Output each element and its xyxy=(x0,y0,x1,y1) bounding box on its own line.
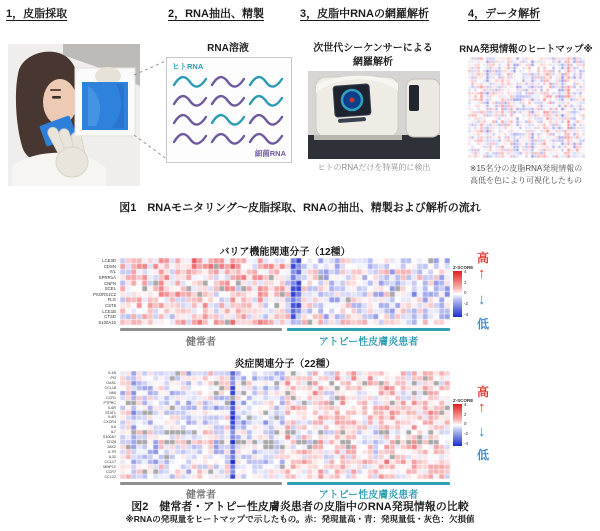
sequencer-right xyxy=(406,79,440,137)
rna-wave-icon xyxy=(172,130,210,149)
gene-row-label: LCE1B xyxy=(102,308,116,314)
zscore-ticks-2: 4 2 0 -2 -4 xyxy=(464,402,469,446)
gene-row-label: IL4R xyxy=(108,415,116,420)
inflammation-heatmap-title: 炎症関連分子（22種） xyxy=(234,359,336,370)
gene-row-label: IVL xyxy=(109,269,116,275)
eye xyxy=(52,96,61,99)
sequencer-main xyxy=(314,76,402,140)
gene-row-label: PTPRC xyxy=(103,400,116,405)
rna-wave-icon xyxy=(210,73,248,92)
gene-row-label: IL32 xyxy=(108,454,116,459)
high-label-2: 高 xyxy=(477,385,490,399)
ad-group-bar xyxy=(287,328,450,331)
mini-heatmap-canvas xyxy=(468,57,585,158)
barrier-heatmap-canvas xyxy=(120,258,450,325)
gene-row-label: CST6 xyxy=(105,303,116,308)
rna-wave-icon xyxy=(172,111,210,130)
zscore-colorbar xyxy=(453,271,462,317)
rna-solution-box xyxy=(166,57,292,163)
gene-row-label: IL6R xyxy=(108,405,116,410)
gene-row-label: S100A10 xyxy=(98,319,116,325)
gene-row-label: CDSN xyxy=(103,263,116,269)
gene-row-label: IL7R xyxy=(108,450,116,454)
figure2-caption: 図2 健常者・アトピー性皮膚炎患者の皮脂中のRNA発現情報の比較 xyxy=(131,501,469,513)
rna-wave-icon xyxy=(248,92,286,111)
sequencer-note: ヒトのRNAだけを特異的に検出 xyxy=(317,163,431,172)
gene-row-label: STAT1 xyxy=(105,410,116,415)
gene-row-label: CCR1 xyxy=(105,395,116,400)
barrier-row-labels xyxy=(68,258,118,325)
rna-wave-icon xyxy=(248,111,286,130)
gene-row-label: PSORS1C2 xyxy=(93,291,116,297)
inflammation-row-labels xyxy=(68,371,118,479)
healthy-group-label-2: 健常者 xyxy=(186,490,216,501)
up-arrow-icon-2: ↑ xyxy=(478,399,486,416)
sequencer-title: 次世代シーケンサーによる 網羅解析 xyxy=(313,43,433,68)
gene-row-label: CTSD xyxy=(104,314,116,320)
gene-row-label: CCL18 xyxy=(104,385,116,390)
step3-header: 3，皮脂中RNAの網羅解析 xyxy=(300,8,429,20)
low-label-2: 低 xyxy=(477,448,490,462)
gene-row-label: JAK2 xyxy=(107,445,116,450)
healthy-group-label: 健常者 xyxy=(186,337,216,348)
gene-row-label: PI3 xyxy=(110,375,116,380)
step4-header: 4，データ解析 xyxy=(468,8,541,20)
gene-row-label: LCE3D xyxy=(102,258,116,263)
zscore-ticks: 4 2 0 -2 -4 xyxy=(464,269,469,317)
figure2-footnote: ※RNAの発現量をヒートマップで示したもの。赤：発現量高・青：発現量低・灰色：欠損値 xyxy=(125,514,475,524)
gene-row-label: NMI xyxy=(109,390,116,395)
gene-row-label: MMP12 xyxy=(103,464,116,469)
gene-row-label: CCR7 xyxy=(105,469,116,474)
sebum-collection-photo xyxy=(8,44,140,186)
ad-group-label: アトピー性皮膚炎患者 xyxy=(318,337,419,348)
mini-heatmap-note: ※15名分の皮脂RNA発現情報の 高低を色により可視化したもの xyxy=(469,164,583,185)
zscore-label: Z-SCORE xyxy=(453,265,474,270)
down-arrow-icon: ↓ xyxy=(478,291,486,308)
gene-row-label: IL7 xyxy=(110,430,116,435)
rna-solution-title: RNA溶液 xyxy=(207,43,249,54)
rna-wave-icon xyxy=(248,130,286,149)
gene-row-label: IL1B xyxy=(108,371,116,375)
human-rna-label: ヒトRNA xyxy=(172,62,204,71)
rna-wave-icon xyxy=(210,92,248,111)
rna-wave-icon xyxy=(172,92,210,111)
gene-row-label: S100A7 xyxy=(102,435,116,440)
rna-waves xyxy=(172,73,286,149)
gene-row-label: OASL xyxy=(106,380,116,385)
down-arrow-icon-2: ↓ xyxy=(478,423,486,440)
rna-wave-icon xyxy=(210,111,248,130)
gene-row-label: SPRR1A xyxy=(98,274,116,280)
rna-wave-icon xyxy=(248,73,286,92)
inflammation-heatmap-canvas xyxy=(120,371,450,479)
sequencer-photo xyxy=(308,71,440,159)
zscore-label-2: Z-SCORE xyxy=(453,398,474,403)
healthy-group-bar xyxy=(120,328,282,331)
gene-row-label: CCL22 xyxy=(104,474,116,479)
barrier-heatmap-title: バリア機能関連分子（12種） xyxy=(219,247,351,258)
step1-header: 1，皮脂採取 xyxy=(6,8,68,20)
zscore-colorbar-2 xyxy=(453,404,462,446)
rna-wave-icon xyxy=(210,130,248,149)
figure1-caption: 図1 RNAモニタリング～皮脂採取、RNAの抽出、精製および解析の流れ xyxy=(119,202,481,214)
step2-header: 2，RNA抽出、精製 xyxy=(168,8,264,20)
gene-row-label: FLG xyxy=(107,297,116,303)
gene-row-label: CXCR4 xyxy=(103,420,116,425)
gene-row-label: SCEL xyxy=(104,286,116,292)
gene-row-label: IL6 xyxy=(110,425,116,430)
low-label: 低 xyxy=(477,317,490,331)
bacteria-rna-label: 細菌RNA xyxy=(254,149,286,158)
ad-group-label-2: アトピー性皮膚炎患者 xyxy=(318,490,419,501)
gene-row-label: CCL17 xyxy=(104,459,116,464)
eyebrow xyxy=(50,89,61,91)
ad-group-bar-2 xyxy=(287,482,450,485)
face xyxy=(43,79,77,125)
film-inset-photo xyxy=(75,67,135,136)
gene-row-label: CD28 xyxy=(106,440,116,445)
high-label: 高 xyxy=(477,251,490,265)
rna-wave-icon xyxy=(172,73,210,92)
mini-heatmap-title: RNA発現情報のヒートマップ※ xyxy=(459,44,593,55)
healthy-group-bar-2 xyxy=(120,482,282,485)
gene-row-label: CNFN xyxy=(104,280,116,286)
up-arrow-icon: ↑ xyxy=(478,265,486,282)
